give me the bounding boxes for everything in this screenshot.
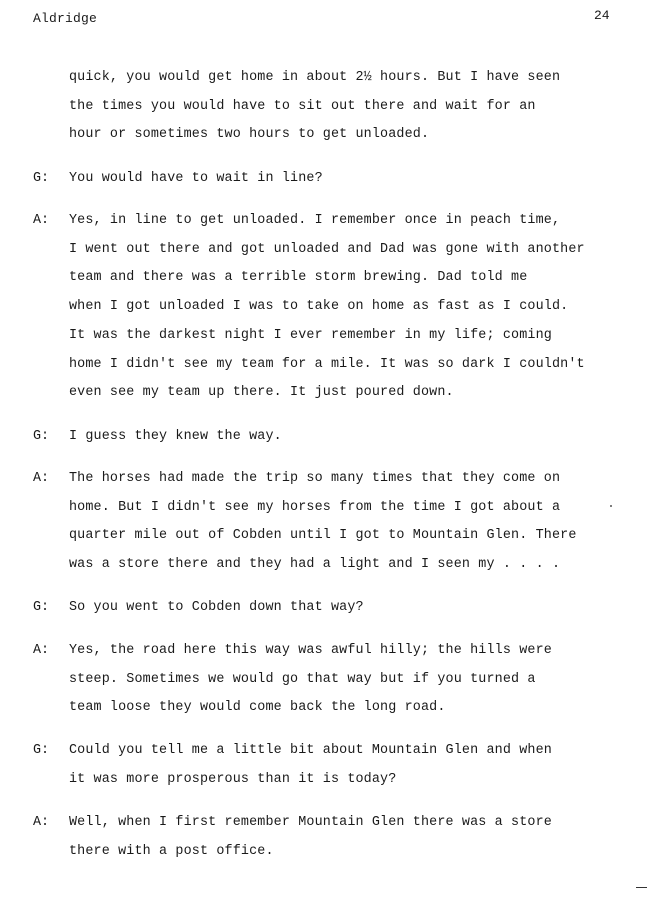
page-number: 24 bbox=[594, 8, 610, 23]
transcript-line: home. But I didn't see my horses from the time I got about a bbox=[69, 499, 561, 515]
transcript-line: team and there was a terrible storm brewing. Dad told me bbox=[69, 270, 528, 286]
transcript-line: it was more prosperous than it is today? bbox=[69, 771, 397, 787]
transcript-line: Well, when I first remember Mountain Glen there was a store bbox=[69, 815, 552, 830]
header-interviewee-name: Aldridge bbox=[33, 11, 98, 26]
speaker-label: G: bbox=[33, 743, 50, 758]
transcript-line: I went out there and got unloaded and Dad was gone with another bbox=[69, 241, 585, 257]
transcript-line: The horses had made the trip so many times that they come on bbox=[69, 471, 561, 486]
transcript-line: hour or sometimes two hours to get unloaded. bbox=[69, 127, 430, 142]
speaker-label: G: bbox=[33, 171, 50, 186]
transcript-line: Yes, the road here this way was awful hilly; the hills were bbox=[69, 643, 552, 658]
speaker-label: A: bbox=[33, 643, 50, 658]
transcript-line: team loose they would come back the long road. bbox=[69, 700, 446, 716]
transcript-line: home I didn't see my team for a mile. It was so dark I couldn't bbox=[69, 356, 585, 372]
speaker-label: G: bbox=[33, 429, 50, 444]
scan-speck bbox=[610, 505, 612, 507]
speaker-label: G: bbox=[33, 600, 50, 615]
transcript-line: when I got unloaded I was to take on home as fast as I could. bbox=[69, 299, 569, 315]
transcript-line: You would have to wait in line? bbox=[69, 171, 323, 186]
transcript-line: was a store there and they had a light and I seen my . . . . bbox=[69, 557, 561, 573]
transcript-line: It was the darkest night I ever remember in my life; coming bbox=[69, 327, 552, 343]
transcript-line: the times you would have to sit out there and wait for an bbox=[69, 98, 536, 114]
transcript-line: Yes, in line to get unloaded. I remember once in peach time, bbox=[69, 213, 561, 228]
transcript-line: So you went to Cobden down that way? bbox=[69, 600, 364, 615]
speaker-label: A: bbox=[33, 471, 50, 486]
scan-edge-mark bbox=[636, 887, 647, 888]
transcript-line: quarter mile out of Cobden until I got to Mountain Glen. There bbox=[69, 528, 577, 544]
transcript-line: there with a post office. bbox=[69, 843, 274, 859]
transcript-line: steep. Sometimes we would go that way but if you turned a bbox=[69, 671, 536, 687]
transcript-line: Could you tell me a little bit about Mountain Glen and when bbox=[69, 743, 552, 758]
speaker-label: A: bbox=[33, 815, 50, 830]
speaker-label: A: bbox=[33, 213, 50, 228]
transcript-line: quick, you would get home in about 2½ hours. But I have seen bbox=[69, 70, 561, 85]
transcript-line: I guess they knew the way. bbox=[69, 429, 282, 444]
transcript-line: even see my team up there. It just poured down. bbox=[69, 385, 454, 401]
